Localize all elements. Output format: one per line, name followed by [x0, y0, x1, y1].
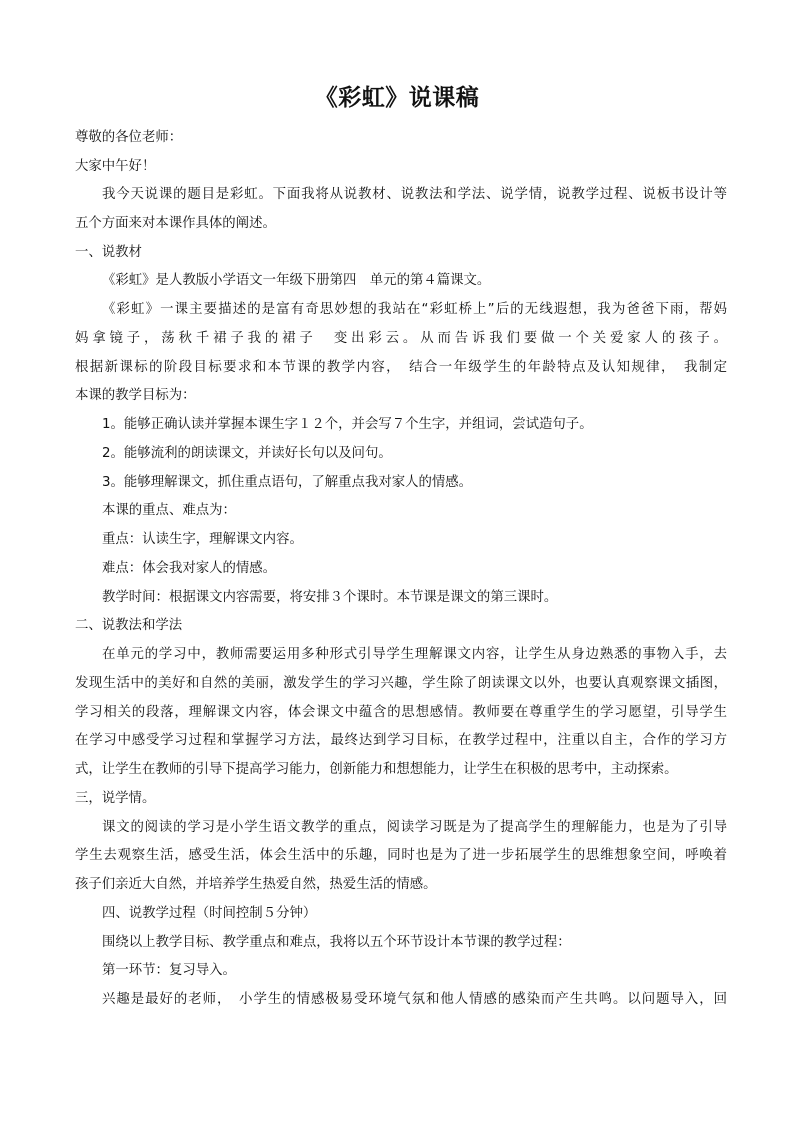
paragraph-line: 学生去观察生活，感受生活，体会生活中的乐趣，同时也是为了进一步拓展学生的思维想象空间，呼唤着	[75, 848, 727, 863]
paragraph-line: 重点：认读生字，理解课文内容。	[102, 532, 303, 547]
paragraph-line: 教学时间：根据课文内容需要，将安排３个课时。本节课是课文的第三课时。	[102, 590, 558, 605]
section-heading: 三，说学情。	[75, 791, 156, 806]
paragraph-line: 五个方面来对本课作具体的阐述。	[75, 216, 276, 231]
paragraph-line: 本课的重点、难点为：	[102, 503, 236, 518]
paragraph-line: 兴趣是最好的老师， 小学生的情感极易受环境气氛和他人情感的感染而产生共鸣。以问题导入，回	[102, 992, 727, 1007]
goal-item: 1。能够正确认读并掌握本课生字１２个，并会写７个生字，并组词，尝试造句子。	[102, 417, 593, 432]
greeting-line: 尊敬的各位老师：	[75, 130, 183, 145]
section-heading: 二、说教法和学法	[75, 618, 183, 633]
goal-item: 3。能够理解课文，抓住重点语句，了解重点我对家人的情感。	[102, 475, 473, 490]
paragraph-line: 围绕以上教学目标、教学重点和难点，我将以五个环节设计本节课的教学过程：	[102, 935, 571, 950]
paragraph-line: 学习相关的段落，理解课文内容，体会课文中蕴含的思想感情。教师要在尊重学生的学习愿望，引导学生	[75, 705, 727, 720]
paragraph-line: 式，让学生在教师的引导下提高学习能力，创新能力和想想能力，让学生在积极的思考中，主动探索。	[75, 762, 678, 777]
step-heading: 第一环节：复习导入。	[102, 963, 236, 978]
paragraph-line: 《彩虹》是人教版小学语文一年级下册第四 单元的第４篇课文。	[102, 273, 491, 288]
paragraph-line: 难点：体会我对家人的情感。	[102, 561, 277, 576]
paragraph-line: 本课的教学目标为：	[75, 388, 196, 403]
greeting-line: 大家中午好！	[75, 159, 156, 174]
paragraph-line: 在学习中感受学习过程和掌握学习方法，最终达到学习目标，在教学过程中，注重以自主，合作的学习方	[75, 733, 727, 748]
document-title: 《彩虹》说课稿	[314, 85, 480, 111]
paragraph-line: 发现生活中的美好和自然的美丽，激发学生的学习兴趣，学生除了朗读课文以外，也要认真观察课文插图，	[75, 676, 727, 691]
paragraph-line: 课文的阅读的学习是小学生语文教学的重点，阅读学习既是为了提高学生的理解能力，也是为了引导	[102, 820, 727, 835]
paragraph-line: 在单元的学习中，教师需要运用多种形式引导学生理解课文内容，让学生从身边熟悉的事物入手，去	[102, 647, 727, 662]
paragraph-line: 《彩虹》一课主要描述的是富有奇思妙想的我站在“彩虹桥上”后的无线遐想，我为爸爸下雨，帮妈	[102, 302, 727, 317]
paragraph-line: 我今天说课的题目是彩虹。下面我将从说教材、说教法和学法、说学情，说教学过程、说板书设计等	[102, 187, 727, 202]
paragraph-line: 孩子们亲近大自然，并培养学生热爱自然，热爱生活的情感。	[75, 877, 437, 892]
section-heading: 四、说教学过程（时间控制５分钟）	[102, 906, 317, 921]
goal-item: 2。能够流利的朗读课文，并读好长句以及问句。	[102, 446, 392, 461]
paragraph-line: 根据新课标的阶段目标要求和本节课的教学内容， 结合一年级学生的年龄特点及认知规律， 我制定	[75, 360, 727, 375]
paragraph-line: 妈拿镜子，荡秋千裙子我的裙子 变出彩云。从而告诉我们要做一个关爱家人的孩子。	[75, 331, 727, 346]
section-heading: 一、说教材	[75, 245, 142, 260]
